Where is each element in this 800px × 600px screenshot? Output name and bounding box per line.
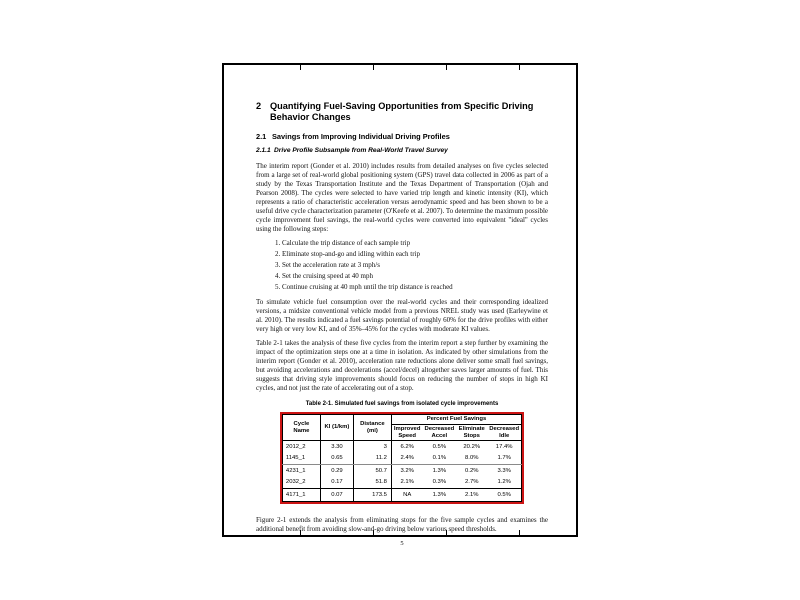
value-cell: 2.1%	[391, 477, 422, 489]
page-number: 5	[400, 539, 404, 547]
table-row	[282, 489, 521, 502]
table-header-cell: Decreased Idle	[489, 425, 520, 439]
subsection-title: Drive Profile Subsample from Real-World Travel Survey	[274, 147, 448, 154]
list-item: 2. Eliminate stop-and-go and idling within each trip	[282, 250, 548, 259]
value-cell: 8.0%	[456, 453, 487, 465]
value-cell: 0.5%	[432, 443, 447, 450]
list-item: 1. Calculate the trip distance of each sample trip	[282, 239, 548, 248]
table-row	[282, 441, 521, 453]
chapter-title: Quantifying Fuel-Saving Opportunities from Specific Driving Behavior Changes	[270, 101, 534, 122]
cycle-name-cell: 1145_1	[282, 453, 320, 465]
subsection-number: 2.1.1	[256, 147, 271, 154]
table-caption: Table 2-1. Simulated fuel savings from isolated cycle improvements	[305, 400, 499, 407]
paragraph-intro: The interim report (Gonder et al. 2010) includes results from detailed analyses on five cycles selected from a large set of real-world global positioning system (GPS) travel data collected in 2006 as part of a study by the Texas Transportation Institute and the Texas Department of Transportation (Ojah and Pearson 2008). The cycles were selected to have varied trip length and kinetic intensity (KI), which represents a ratio of characteristic acceleration versus aerodynamic speed and has been shown to be a useful drive cycle characterization parameter (O'Keefe et al. 2007). To determine the maximum possible cycle improvement fuel savings, the real-world cycles were converted into equivalent "ideal" cycles using the following steps:	[256, 162, 548, 233]
red-annotation-box	[280, 412, 524, 504]
value-cell: 2.1%	[465, 491, 479, 498]
table-header-cell: Improved Speed	[393, 425, 421, 439]
document-page	[222, 63, 578, 547]
table-header-cell: Distance (mi)	[353, 414, 391, 440]
tick-mark	[446, 65, 447, 70]
table-header-cell: Eliminate Stops	[458, 425, 485, 439]
subsection-heading	[256, 147, 548, 155]
value-cell: NA	[403, 491, 412, 498]
value-cell: 20.2%	[463, 443, 481, 450]
ideal-cycle-steps-list	[256, 239, 548, 292]
table-row	[282, 453, 521, 465]
tick-mark	[373, 65, 374, 70]
table-group-header: Percent Fuel Savings	[391, 414, 521, 424]
value-cell: 1.3%	[432, 491, 447, 498]
page-content	[256, 101, 548, 548]
value-cell: 0.2%	[465, 467, 479, 474]
value-cell: 17.4%	[495, 443, 513, 450]
value-cell: 3.30	[320, 441, 353, 453]
list-item: 4. Set the cruising speed at 40 mph	[282, 272, 548, 281]
value-cell: 2.7%	[456, 477, 487, 489]
value-cell: 1.3%	[432, 467, 447, 474]
section-heading	[256, 132, 548, 141]
value-cell: 6.2%	[400, 443, 414, 450]
value-cell: 3.2%	[400, 467, 414, 474]
value-cell: 0.5%	[497, 491, 511, 498]
list-item: 3. Set the acceleration rate at 3 mph/s	[282, 261, 548, 270]
table-header-cell: KI (1/km)	[320, 414, 353, 440]
paragraph-simulation: To simulate vehicle fuel consumption over the real-world cycles and their corresponding idealized versions, a midsize conventional vehicle model from a previous NREL study was used (Earleywine et al. 2010). The results indicated a fuel savings potential of roughly 60% for the drive profiles with either very high or very low KI, and of 35%–45% for the cycles with moderate KI values.	[256, 297, 548, 333]
tick-mark	[519, 65, 520, 70]
table-body	[282, 441, 521, 502]
value-cell: 0.65	[320, 453, 353, 465]
value-cell: 1.7%	[487, 453, 521, 465]
table-header	[282, 414, 521, 440]
value-cell: 50.7	[353, 465, 391, 477]
table-header-cell: Decreased Accel	[424, 425, 455, 439]
paragraph-table-discussion: Table 2-1 takes the analysis of these five cycles from the interim report a step further by examining the impact of the optimization steps one at a time in isolation. As indicated by other simulations from the interim report (Gonder et al. 2010), acceleration rate reductions alone deliver some small fuel savings, but avoiding accelerations and decelerations (accel/decel) altogether saves larger amounts of fuel. This suggests that driving style improvements should focus on reducing the number of stops in high KI cycles, and not just the rate of accelerating out of a stop.	[256, 338, 548, 392]
list-item: 5. Continue cruising at 40 mph until the trip distance is reached	[282, 283, 548, 292]
value-cell: 2.4%	[391, 453, 422, 465]
value-cell: 51.8	[353, 477, 391, 489]
value-cell: 0.1%	[422, 453, 456, 465]
value-cell: 0.3%	[422, 477, 456, 489]
value-cell: 0.29	[320, 465, 353, 477]
table-header-cell: Cycle Name	[282, 414, 320, 440]
fuel-savings-table	[282, 414, 522, 502]
cycle-name-cell: 2012_2	[282, 441, 320, 453]
section-title: Savings from Improving Individual Driving Profiles	[272, 132, 450, 141]
value-cell: 0.07	[320, 489, 353, 502]
cycle-name-cell: 4171_1	[282, 489, 320, 502]
value-cell: 3	[353, 441, 391, 453]
chapter-number: 2	[256, 101, 262, 111]
cycle-name-cell: 2032_2	[282, 477, 320, 489]
table-row	[282, 477, 521, 489]
tick-mark	[300, 65, 301, 70]
value-cell: 173.5	[353, 489, 391, 502]
chapter-heading	[256, 101, 548, 123]
paragraph-figure-ref: Figure 2-1 extends the analysis from eliminating stops for the five sample cycles and examines the additional benefit from avoiding slow-and-go driving below various speed thresholds.	[256, 515, 548, 533]
table-row	[282, 465, 521, 477]
cycle-name-cell: 4231_1	[282, 465, 320, 477]
value-cell: 1.2%	[487, 477, 521, 489]
value-cell: 11.2	[353, 453, 391, 465]
value-cell: 3.3%	[497, 467, 511, 474]
section-number: 2.1	[256, 132, 267, 141]
value-cell: 0.17	[320, 477, 353, 489]
table-block	[256, 400, 548, 507]
